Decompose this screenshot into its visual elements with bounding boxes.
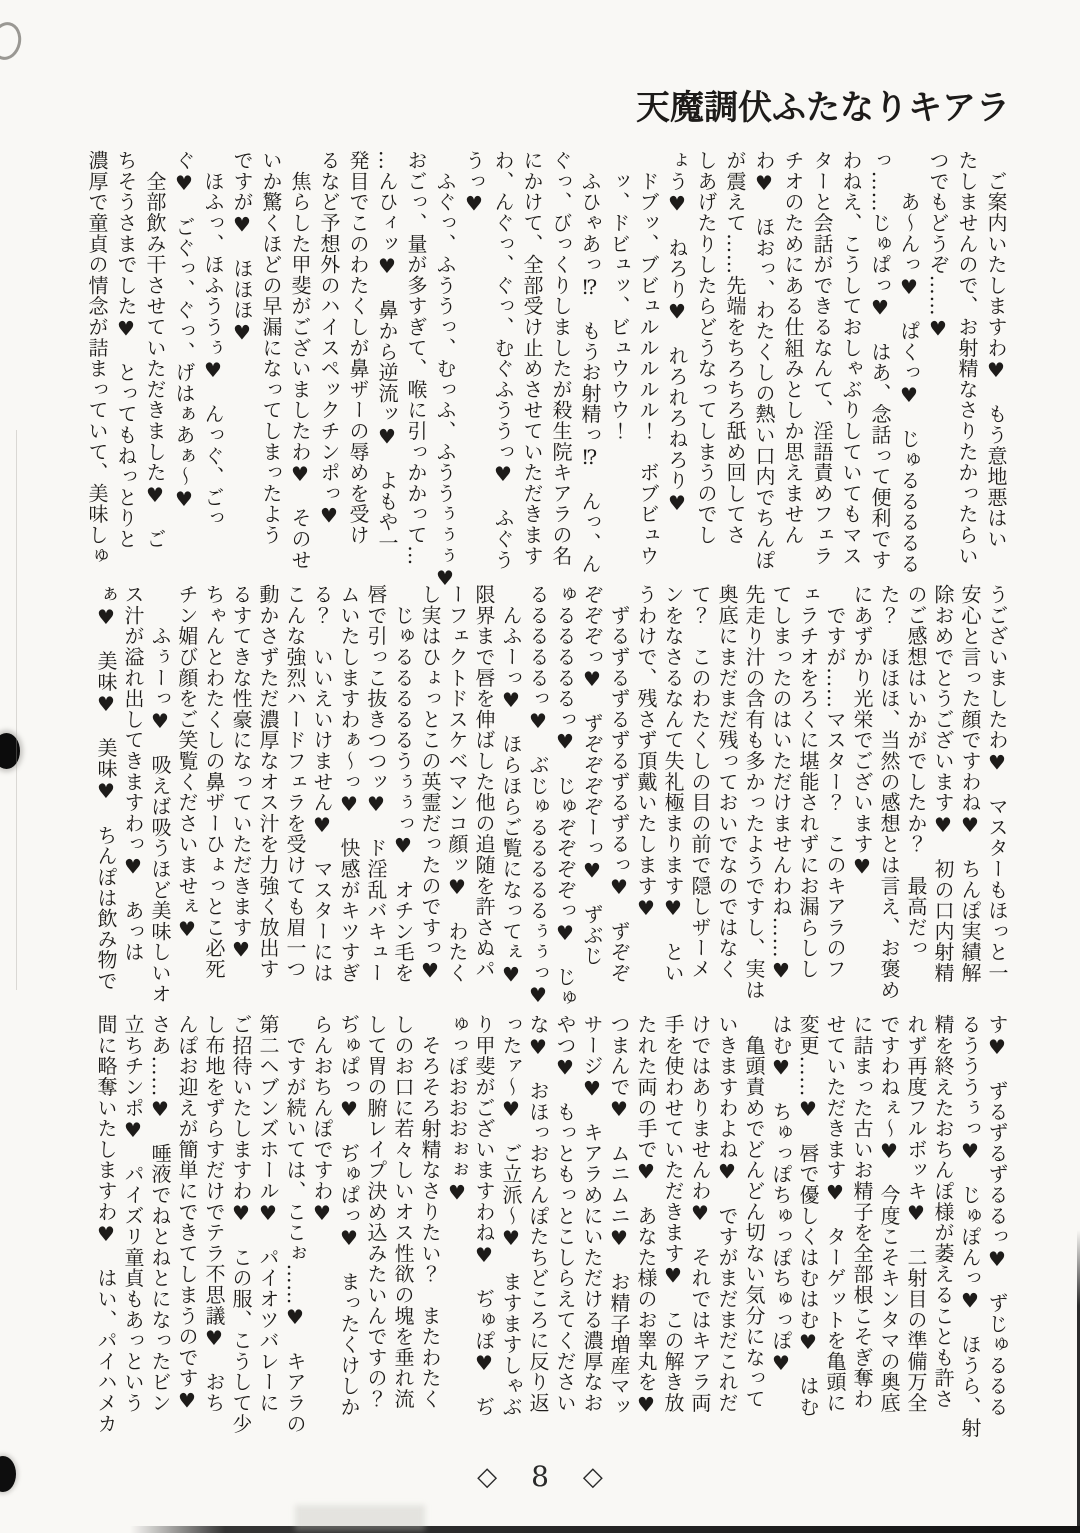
text-column: たしませんので、お射精なさりたかったらい: [955, 150, 979, 566]
text-column: しのお口に若々しいオス性欲の塊を垂れ流: [391, 1014, 415, 1410]
page-number-value: 8: [531, 1460, 549, 1493]
text-column: 安心と言った顔ですわね♥ ちんぽ実績解: [958, 584, 982, 984]
text-column: ったァ〜♥ ご立派〜♥ ますますしゃぶ: [499, 1014, 523, 1418]
text-column: ご招待いたしますわ♥ この服、こうして少: [229, 1014, 253, 1434]
diamond-ornament-right: ◇: [582, 1461, 603, 1492]
text-column: はむ♥ ちゅっぽちゅっぽちゅっぽ♥: [769, 1014, 793, 1376]
text-column: ですが続いては、ここぉ……♥ キアラの: [283, 1014, 307, 1434]
text-column: こんな強烈ハードフェラを受けても眉一つ: [283, 584, 307, 980]
text-column: けではありませんわ♥ それではキアラ両: [688, 1014, 712, 1414]
text-column: 限界まで唇を伸ばした他の追随を許さぬパ: [472, 584, 496, 980]
text-column: 発目でこのわたくしが鼻ザーの辱めを受け: [346, 150, 370, 546]
text-column: ェラチオをろくに堪能されずにお漏らしし: [796, 584, 820, 980]
text-column: るなど予想外のハイスペックチンポっ♥: [317, 150, 341, 529]
text-column: やつ♥ もっともっとこしらえてください: [553, 1014, 577, 1414]
text-column: り甲斐がございますわね♥ ぢゅぽ♥ ぢ: [472, 1014, 496, 1418]
text-column: 変更……♥ 唇で優しくはむはむ♥ はむ: [796, 1014, 820, 1418]
text-column: ンをなさるなんて失礼極まります♥ とい: [661, 584, 685, 984]
text-column: 先走り汁の含有も多かったようですし、実は: [742, 584, 766, 1000]
text-column: に詰まった古いお精子を全部根こそぎ奪わ: [850, 1014, 874, 1410]
text-column: たれた両の手で♥ あなた様のお睾丸を♥: [634, 1014, 658, 1418]
text-column: ずるずるずるずるずるずるっ♥ ずぞぞ: [607, 584, 631, 984]
text-column: うっ♥: [462, 150, 486, 217]
text-column: るすてきな性豪になっていただきます♥: [229, 584, 253, 963]
text-column: ふぅーっ♥ 吸えば吸うほど美味しいオ: [148, 584, 172, 1004]
text-column: ッ、ドビュッ、ビュウウウ！: [607, 150, 631, 442]
text-column: じゅるるるるるうぅぅっ♥ オチン毛を: [391, 584, 415, 984]
text-column: ターと会話ができるなんて、淫語責めフェラ: [810, 150, 834, 566]
text-column: て？ このわたくしの目の前で隠しザーメ: [688, 584, 712, 980]
text-column: な♥ おほっおちんぽたちどころに反り返: [526, 1014, 550, 1414]
text-column: のご感想はいかがでしたか？ 最高だっ: [904, 584, 928, 959]
text-column: ちそうさまでした♥ とってもねっとりと: [114, 150, 138, 550]
text-block-top: [82, 150, 1010, 591]
text-column: ふひゃあっ⁉ もうお射精っ⁉ んっ、ん: [578, 150, 602, 574]
scan-left-edge-line: [16, 430, 17, 990]
text-column: ご案内いたしますわ♥ もう意地悪はい: [984, 150, 1008, 550]
text-column: ふぐっ、ふううっ、むっふ、ふううぅぅぅ♥: [433, 150, 457, 591]
text-column: し布地をずらすだけでテラ不思議♥ おち: [202, 1014, 226, 1414]
text-column: 全部飲み干させていただきました♥ ご: [143, 150, 167, 550]
text-column: んふーっ♥ ほらほらご覧になってぇ♥: [499, 584, 523, 988]
text-column: 亀頭責めでどんどん切ない気分になって: [742, 1014, 766, 1410]
text-column: いか驚くほどの早漏になってしまったよう: [259, 150, 283, 546]
text-column: ゅっぽおおおぉぉ♥: [445, 1014, 469, 1206]
text-column: …んひィッ♥ 鼻から逆流ッ♥ よもや一: [375, 150, 399, 554]
text-column: せていただきます♥ ターゲットを亀頭に: [823, 1014, 847, 1414]
text-column: さあ……♥ 唾液でねとねとになったビン: [148, 1014, 172, 1414]
text-column: す♥ ずるずるずるるっ♥ ずじゅるるる: [985, 1014, 1009, 1418]
text-column: んぽお迎えが簡単にできてしまうのです♥: [175, 1014, 199, 1414]
text-column: 焦らした甲斐がございましたわ♥ そのせ: [288, 150, 312, 570]
text-column: わねえ、こうしておしゃぶりしていてもマス: [839, 150, 863, 566]
text-column: てしまったのはいただけませんわね……♥: [769, 584, 793, 984]
text-column: わ、んぐっ、ぐっ、むぐふううっ♥ ふぐう: [491, 150, 515, 570]
scan-bottom-edge-shadow: [130, 1526, 1080, 1533]
text-column: おごっ、量が多すぎて、喉に引っかかって…: [404, 150, 428, 566]
text-column: 除おめでとうございます♥ 初の口内射精: [931, 584, 955, 984]
text-column: らんおちんぽですわ♥: [310, 1014, 334, 1226]
text-column: わ♥ ほおっ、わたくしの熱い口内でちんぽ: [752, 150, 776, 570]
text-column: 唇で引っこ抜きつつッ♥ ド淫乱バキュー: [364, 584, 388, 984]
text-column: 間に略奪いたしますわ♥ はい、パイハメカ: [94, 1014, 118, 1434]
text-column: るうううぅっ♥ じゅぽんっ♥ ほうら、射: [958, 1014, 982, 1438]
binding-hole-mark-upper: [0, 733, 20, 769]
text-column: ほふっ、ほふううぅ♥ んっぐ、ごっ: [201, 150, 225, 529]
text-column: 立ちチンポ♥ パイズリ童貞もあっという: [121, 1014, 145, 1414]
text-column: 精を終えたおちんぽ様が萎えることも許さ: [931, 1014, 955, 1410]
page-number: [0, 1460, 1080, 1493]
text-column: 濃厚で童貞の情念が詰まっていて、美味しゅ: [85, 150, 109, 566]
page-title: 天魔調伏ふたなりキアラ: [636, 88, 1010, 128]
text-column: ですが♥ ほほほ♥: [230, 150, 254, 346]
text-column: チオのためにある仕組みとしか思えません: [781, 150, 805, 546]
text-column: ゅるるるるるっ♥ じゅぞぞぞぞっ♥ じゅ: [553, 584, 577, 1008]
text-column: る？ いいえいけません♥ マスターには: [310, 584, 334, 984]
text-column: っ……じゅぱっ♥ はあ、念話って便利です: [868, 150, 892, 570]
text-column: しあげたりしたらどうなってしまうのでし: [694, 150, 718, 546]
text-column: ーフェクトドスケベマンコ顔ッ♥ わたく: [445, 584, 469, 984]
text-column: た？ ほほほ、当然の感想とは言え、お褒め: [877, 584, 901, 1000]
text-column: 手を使わせていただきます♥ この解き放: [661, 1014, 685, 1414]
text-column: ムいたしますわぁ〜っ♥ 快感がキツすぎ: [337, 584, 361, 984]
text-column: ぐっ、びっくりしましたが殺生院キアラの名: [549, 150, 573, 566]
text-column: にかけて、全部受け止めさせていただきます: [520, 150, 544, 566]
text-column: ちゃんとわたくしの鼻ザーひょっとこ必死: [202, 584, 226, 980]
text-column: にあずかり光栄でございます♥: [850, 584, 874, 880]
text-column: うわけで、残さず頂戴いたします♥: [634, 584, 658, 921]
text-block-middle: [92, 584, 1010, 1008]
text-column: 動かさずただ濃厚なオス汁を力強く放出す: [256, 584, 280, 980]
text-column: いきますわよね♥ ですがまだまだこれだ: [715, 1014, 739, 1414]
text-block-bottom: [92, 1014, 1010, 1438]
text-column: ょう♥ ねろり♥ れろれろねろり♥: [665, 150, 689, 516]
text-column: ぁ♥ 美味♥ 美味♥ ちんぽは飲み物で: [94, 584, 118, 992]
binding-ring-mark: [0, 19, 25, 62]
text-column: が震えて……先端をちろちろ舐め回してさ: [723, 150, 747, 546]
text-column: チン媚び顔をご笑覧くださいませぇ♥: [175, 584, 199, 942]
text-column: 第二ヘブンズホール♥ パイオツバレーに: [256, 1014, 280, 1414]
text-column: ですわねぇ〜♥ 今度こそキンタマの奥底: [877, 1014, 901, 1414]
text-column: つでもどうぞ……♥: [926, 150, 950, 342]
text-column: ぐ♥ ごぐっ、ぐっ、げはぁあぁ〜♥: [172, 150, 196, 512]
text-column: サージ♥ キアラめにいただける濃厚なお: [580, 1014, 604, 1414]
text-column: あ〜んっ♥ ぱくっ♥ じゅるるるるる: [897, 150, 921, 574]
scan-smudge-mark: [295, 1505, 425, 1531]
text-column: つまんで♥ ムニムニ♥ お精子増産マッ: [607, 1014, 631, 1418]
text-column: ドブッ、ブビュルルルルル！ ボブビュウ: [636, 150, 660, 566]
text-column: うございましたわ♥ マスターもほっと一: [985, 584, 1009, 984]
text-column: ですが……マスター？ このキアラのフ: [823, 584, 847, 980]
text-column: ス汁が溢れ出してきますわっ♥ あっは: [121, 584, 145, 963]
text-column: ぢゅぱっ♥ ぢゅぱっ♥ まったくけしか: [337, 1014, 361, 1418]
text-column: して胃の腑レイプ決め込みたいんですの？: [364, 1014, 388, 1410]
diamond-ornament-left: ◇: [477, 1461, 498, 1492]
text-column: るるるるるっ♥ ぶじゅるるるるるぅぅっ♥: [526, 584, 550, 1008]
text-column: 奥底にまだまだ残っておいでなのではなく: [715, 584, 739, 980]
text-column: れず再度フルボッキ♥ 二射目の準備万全: [904, 1014, 928, 1414]
text-column: し実はひょっとこの英霊だったのですっ♥: [418, 584, 442, 984]
text-column: ぞぞぞっ♥ ずぞぞぞぞーっ♥ ずぶじ: [580, 584, 604, 967]
text-column: そろそろ射精なさりたい？ またわたく: [418, 1014, 442, 1410]
